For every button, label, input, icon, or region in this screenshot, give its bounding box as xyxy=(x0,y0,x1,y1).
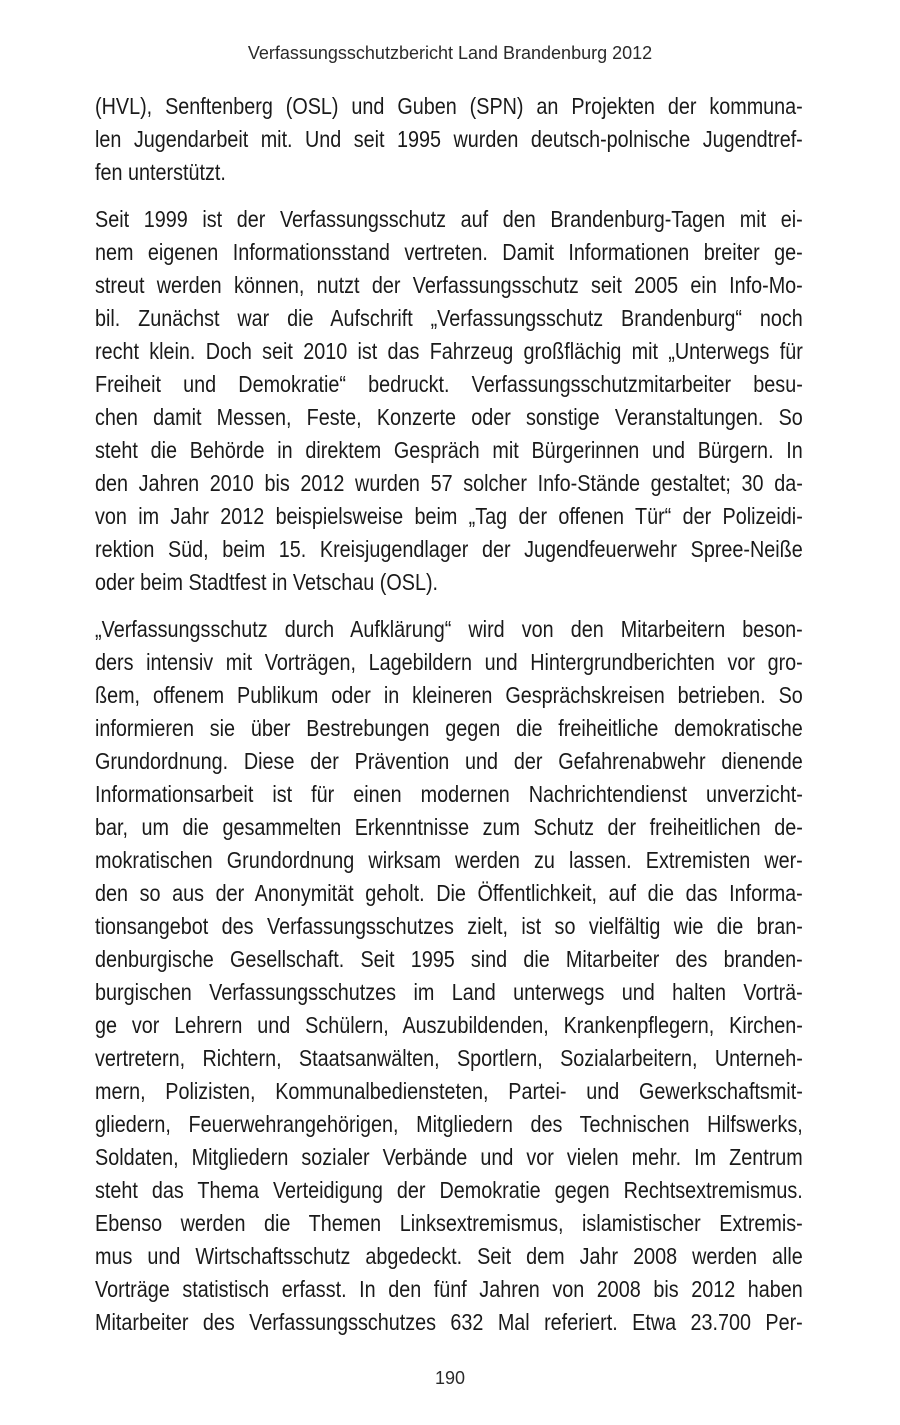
paragraph xyxy=(95,613,803,1339)
text-line: burgischen Verfassungsschutzes im Land unterwegs und halten Vorträ- xyxy=(95,979,803,1005)
text-line: nem eigenen Informationsstand vertreten. Damit Informationen breiter ge- xyxy=(95,239,803,265)
text-line: den so aus der Anonymität geholt. Die Öffentlichkeit, auf die das Informa- xyxy=(95,880,803,906)
text-line: den Jahren 2010 bis 2012 wurden 57 solcher Info-Stände gestaltet; 30 da- xyxy=(95,470,803,496)
text-line: (HVL), Senftenberg (OSL) und Guben (SPN) an Projekten der kommuna- xyxy=(95,93,803,119)
text-line: fen unterstützt. xyxy=(95,159,226,185)
text-line: oder beim Stadtfest in Vetschau (OSL). xyxy=(95,569,439,595)
paragraph xyxy=(95,203,803,599)
text-line: recht klein. Doch seit 2010 ist das Fahrzeug großflächig mit „Unterwegs für xyxy=(95,338,803,364)
text-line: vertretern, Richtern, Staatsanwälten, Sportlern, Sozialarbeitern, Unterneh- xyxy=(95,1045,803,1071)
text-line: steht die Behörde in direktem Gespräch mit Bürgerinnen und Bürgern. In xyxy=(95,437,803,463)
text-line: bar, um die gesammelten Erkenntnisse zum Schutz der freiheitlichen de- xyxy=(95,814,803,840)
text-line: mokratischen Grundordnung wirksam werden zu lassen. Extremisten wer- xyxy=(95,847,803,873)
text-line: len Jugendarbeit mit. Und seit 1995 wurden deutsch-polnische Jugendtref- xyxy=(95,126,803,152)
text-line: von im Jahr 2012 beispielsweise beim „Tag der offenen Tür“ der Polizeidi- xyxy=(95,503,803,529)
text-line: ders intensiv mit Vorträgen, Lagebildern und Hintergrundberichten vor gro- xyxy=(95,649,803,675)
body-text xyxy=(95,90,803,1339)
text-line: mern, Polizisten, Kommunalbediensteten, Partei- und Gewerkschaftsmit- xyxy=(95,1078,803,1104)
text-line: steht das Thema Verteidigung der Demokratie gegen Rechtsextremismus. xyxy=(95,1177,803,1203)
text-line: Mitarbeiter des Verfassungsschutzes 632 Mal referiert. Etwa 23.700 Per- xyxy=(95,1309,803,1335)
text-line: Soldaten, Mitgliedern sozialer Verbände und vor vielen mehr. Im Zentrum xyxy=(95,1144,803,1170)
text-line: mus und Wirtschaftsschutz abgedeckt. Seit dem Jahr 2008 werden alle xyxy=(95,1243,803,1269)
page-number: 190 xyxy=(434,1368,466,1388)
text-line: Vorträge statistisch erfasst. In den fünf Jahren von 2008 bis 2012 haben xyxy=(95,1276,803,1302)
paragraph xyxy=(95,90,803,189)
text-line: ßem, offenem Publikum oder in kleineren Gesprächskreisen betrieben. So xyxy=(95,682,803,708)
text-line: rektion Süd, beim 15. Kreisjugendlager der Jugendfeuerwehr Spree-Neiße xyxy=(95,536,803,562)
text-line: bil. Zunächst war die Aufschrift „Verfassungsschutz Brandenburg“ noch xyxy=(95,305,803,331)
text-line: Seit 1999 ist der Verfassungsschutz auf den Brandenburg-Tagen mit ei- xyxy=(95,206,803,232)
text-line: Ebenso werden die Themen Linksextremismus, islamistischer Extremis- xyxy=(95,1210,803,1236)
text-line: chen damit Messen, Feste, Konzerte oder sonstige Veranstaltungen. So xyxy=(95,404,803,430)
paragraph-gap xyxy=(95,189,803,203)
paragraph-gap xyxy=(95,599,803,613)
running-header: Verfassungsschutzbericht Land Brandenburg 2012 xyxy=(247,43,653,63)
text-line: „Verfassungsschutz durch Aufklärung“ wird von den Mitarbeitern beson- xyxy=(95,616,803,642)
text-line: ge vor Lehrern und Schülern, Auszubildenden, Krankenpflegern, Kirchen- xyxy=(95,1012,803,1038)
text-line: denburgische Gesellschaft. Seit 1995 sind die Mitarbeiter des branden- xyxy=(95,946,803,972)
text-line: tionsangebot des Verfassungsschutzes zielt, ist so vielfältig wie die bran- xyxy=(95,913,803,939)
text-line: Grundordnung. Diese der Prävention und der Gefahrenabwehr dienende xyxy=(95,748,803,774)
text-line: Informationsarbeit ist für einen modernen Nachrichtendienst unverzicht- xyxy=(95,781,803,807)
text-line: streut werden können, nutzt der Verfassungsschutz seit 2005 ein Info-Mo- xyxy=(95,272,803,298)
text-line: Freiheit und Demokratie“ bedruckt. Verfassungsschutzmitarbeiter besu- xyxy=(95,371,803,397)
text-line: informieren sie über Bestrebungen gegen die freiheitliche demokratische xyxy=(95,715,803,741)
text-line: gliedern, Feuerwehrangehörigen, Mitgliedern des Technischen Hilfswerks, xyxy=(95,1111,803,1137)
